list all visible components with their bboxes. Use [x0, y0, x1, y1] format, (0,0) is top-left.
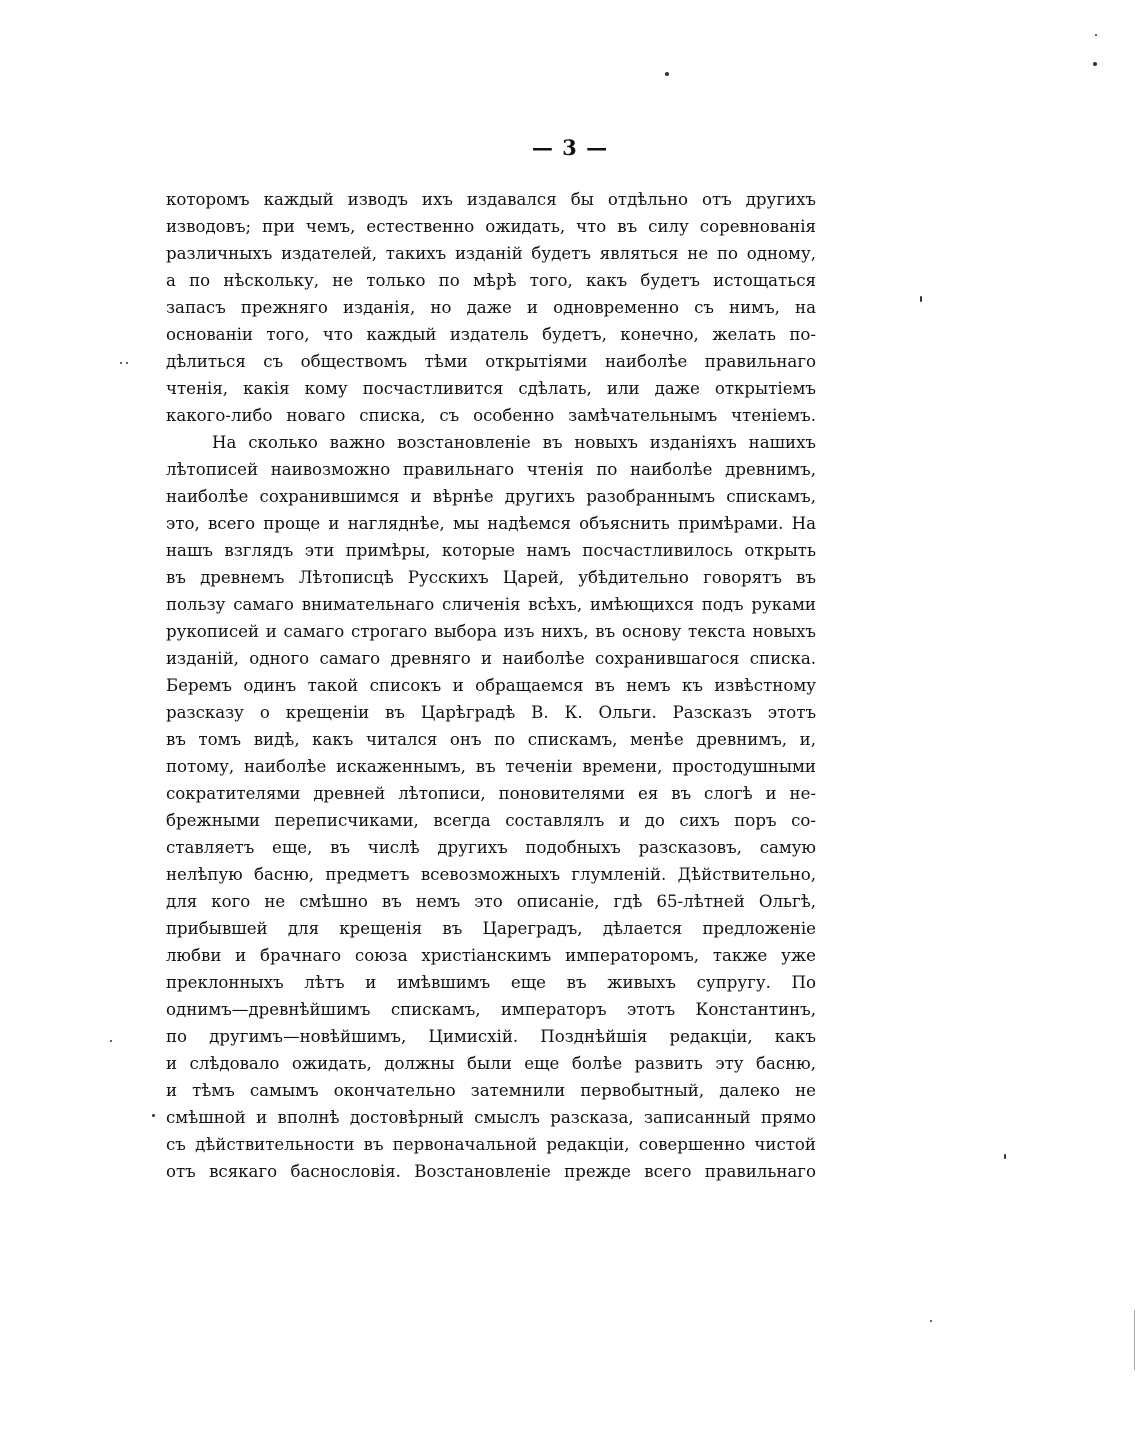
- scan-speck: [1095, 34, 1097, 36]
- scan-speck: [665, 72, 669, 76]
- text-line: рукописей и самаго строгаго выбора изъ нихъ, въ основу текста новыхъ: [166, 622, 816, 641]
- text-line: брежными переписчиками, всегда составлялъ и до сихъ поръ со-: [166, 811, 816, 830]
- text-line: въ томъ видѣ, какъ читался онъ по спискамъ, менѣе древнимъ, и,: [166, 730, 816, 749]
- text-line: разсказу о крещеніи въ Царѣградѣ В. К. Ольги. Разсказъ этотъ: [166, 703, 816, 722]
- scan-speck: [152, 1114, 155, 1117]
- text-line: основаніи того, что каждый издатель будетъ, конечно, желать по-: [166, 325, 816, 344]
- paragraph-1: [166, 186, 816, 429]
- scan-speck: [126, 362, 128, 364]
- text-line: отъ всякаго баснословія. Возстановленіе прежде всего правильнаго: [166, 1162, 816, 1181]
- scan-speck: [920, 296, 922, 302]
- text-line: смѣшной и вполнѣ достовѣрный смыслъ разсказа, записанный прямо: [166, 1108, 816, 1127]
- text-line: которомъ каждый изводъ ихъ издавался бы отдѣльно отъ другихъ: [166, 190, 816, 209]
- text-line: наиболѣе сохранившимся и вѣрнѣе другихъ разобраннымъ спискамъ,: [166, 487, 816, 506]
- scan-speck: [1093, 62, 1097, 66]
- text-line: преклонныхъ лѣтъ и имѣвшимъ еще въ живыхъ супругу. По: [166, 973, 816, 992]
- scan-speck: [110, 1040, 112, 1042]
- text-line: и слѣдовало ожидать, должны были еще болѣе развить эту басню,: [166, 1054, 816, 1073]
- scan-speck: [930, 1320, 932, 1322]
- scan-speck: [1004, 1154, 1006, 1159]
- text-line: изданій, одного самаго древняго и наиболѣе сохранившагося списка.: [166, 649, 816, 668]
- text-line: по другимъ—новѣйшимъ, Цимисхій. Позднѣйшія редакціи, какъ: [166, 1027, 816, 1046]
- text-line: потому, наиболѣе искаженнымъ, въ теченіи времени, простодушными: [166, 757, 816, 776]
- text-line: это, всего проще и нагляднѣе, мы надѣемся объяснить примѣрами. На: [166, 514, 816, 533]
- text-line: однимъ—древнѣйшимъ спискамъ, императоръ этотъ Константинъ,: [166, 1000, 816, 1019]
- text-line: для кого не смѣшно въ немъ это описаніе, гдѣ 65-лѣтней Ольгѣ,: [166, 892, 816, 911]
- text-line: Беремъ одинъ такой списокъ и обращаемся въ немъ къ извѣстному: [166, 676, 816, 695]
- scan-speck: [1134, 1310, 1135, 1370]
- text-line: лѣтописей наивозможно правильнаго чтенія по наиболѣе древнимъ,: [166, 460, 816, 479]
- text-line: ставляетъ еще, въ числѣ другихъ подобныхъ разсказовъ, самую: [166, 838, 816, 857]
- text-line: прибывшей для крещенія въ Цареградъ, дѣлается предложеніе: [166, 919, 816, 938]
- text-line: и тѣмъ самымъ окончательно затемнили первобытный, далеко не: [166, 1081, 816, 1100]
- page-number: — 3 —: [531, 135, 609, 160]
- text-line: изводовъ; при чемъ, естественно ожидать, что въ силу соревнованія: [166, 217, 816, 236]
- text-line: запасъ прежняго изданія, но даже и одновременно съ нимъ, на: [166, 298, 816, 317]
- text-line: нашъ взглядъ эти примѣры, которые намъ посчастливилось открыть: [166, 541, 816, 560]
- text-line: а по нѣскольку, не только по мѣрѣ того, какъ будетъ истощаться: [166, 271, 816, 290]
- text-line: пользу самаго внимательнаго сличенія всѣхъ, имѣющихся подъ руками: [166, 595, 816, 614]
- text-line: нелѣпую басню, предметъ всевозможныхъ глумленій. Дѣйствительно,: [166, 865, 816, 884]
- text-line: На сколько важно возстановленіе въ новыхъ изданіяхъ нашихъ: [212, 433, 816, 452]
- body-text: [166, 186, 816, 1185]
- text-line: съ дѣйствительности въ первоначальной редакціи, совершенно чистой: [166, 1135, 816, 1154]
- text-line: различныхъ издателей, такихъ изданій будетъ являться не по одному,: [166, 244, 816, 263]
- scan-speck: [120, 362, 122, 364]
- text-line: какого-либо новаго списка, съ особенно замѣчательнымъ чтеніемъ.: [166, 406, 816, 425]
- text-line: въ древнемъ Лѣтописцѣ Русскихъ Царей, убѣдительно говорятъ въ: [166, 568, 816, 587]
- paragraph-2: [166, 429, 816, 1185]
- text-line: дѣлиться съ обществомъ тѣми открытіями наиболѣе правильнаго: [166, 352, 816, 371]
- text-line: сократителями древней лѣтописи, поновителями ея въ слогѣ и не-: [166, 784, 816, 803]
- text-line: чтенія, какія кому посчастливится сдѣлать, или даже открытіемъ: [166, 379, 816, 398]
- text-line: любви и брачнаго союза христіанскимъ императоромъ, также уже: [166, 946, 816, 965]
